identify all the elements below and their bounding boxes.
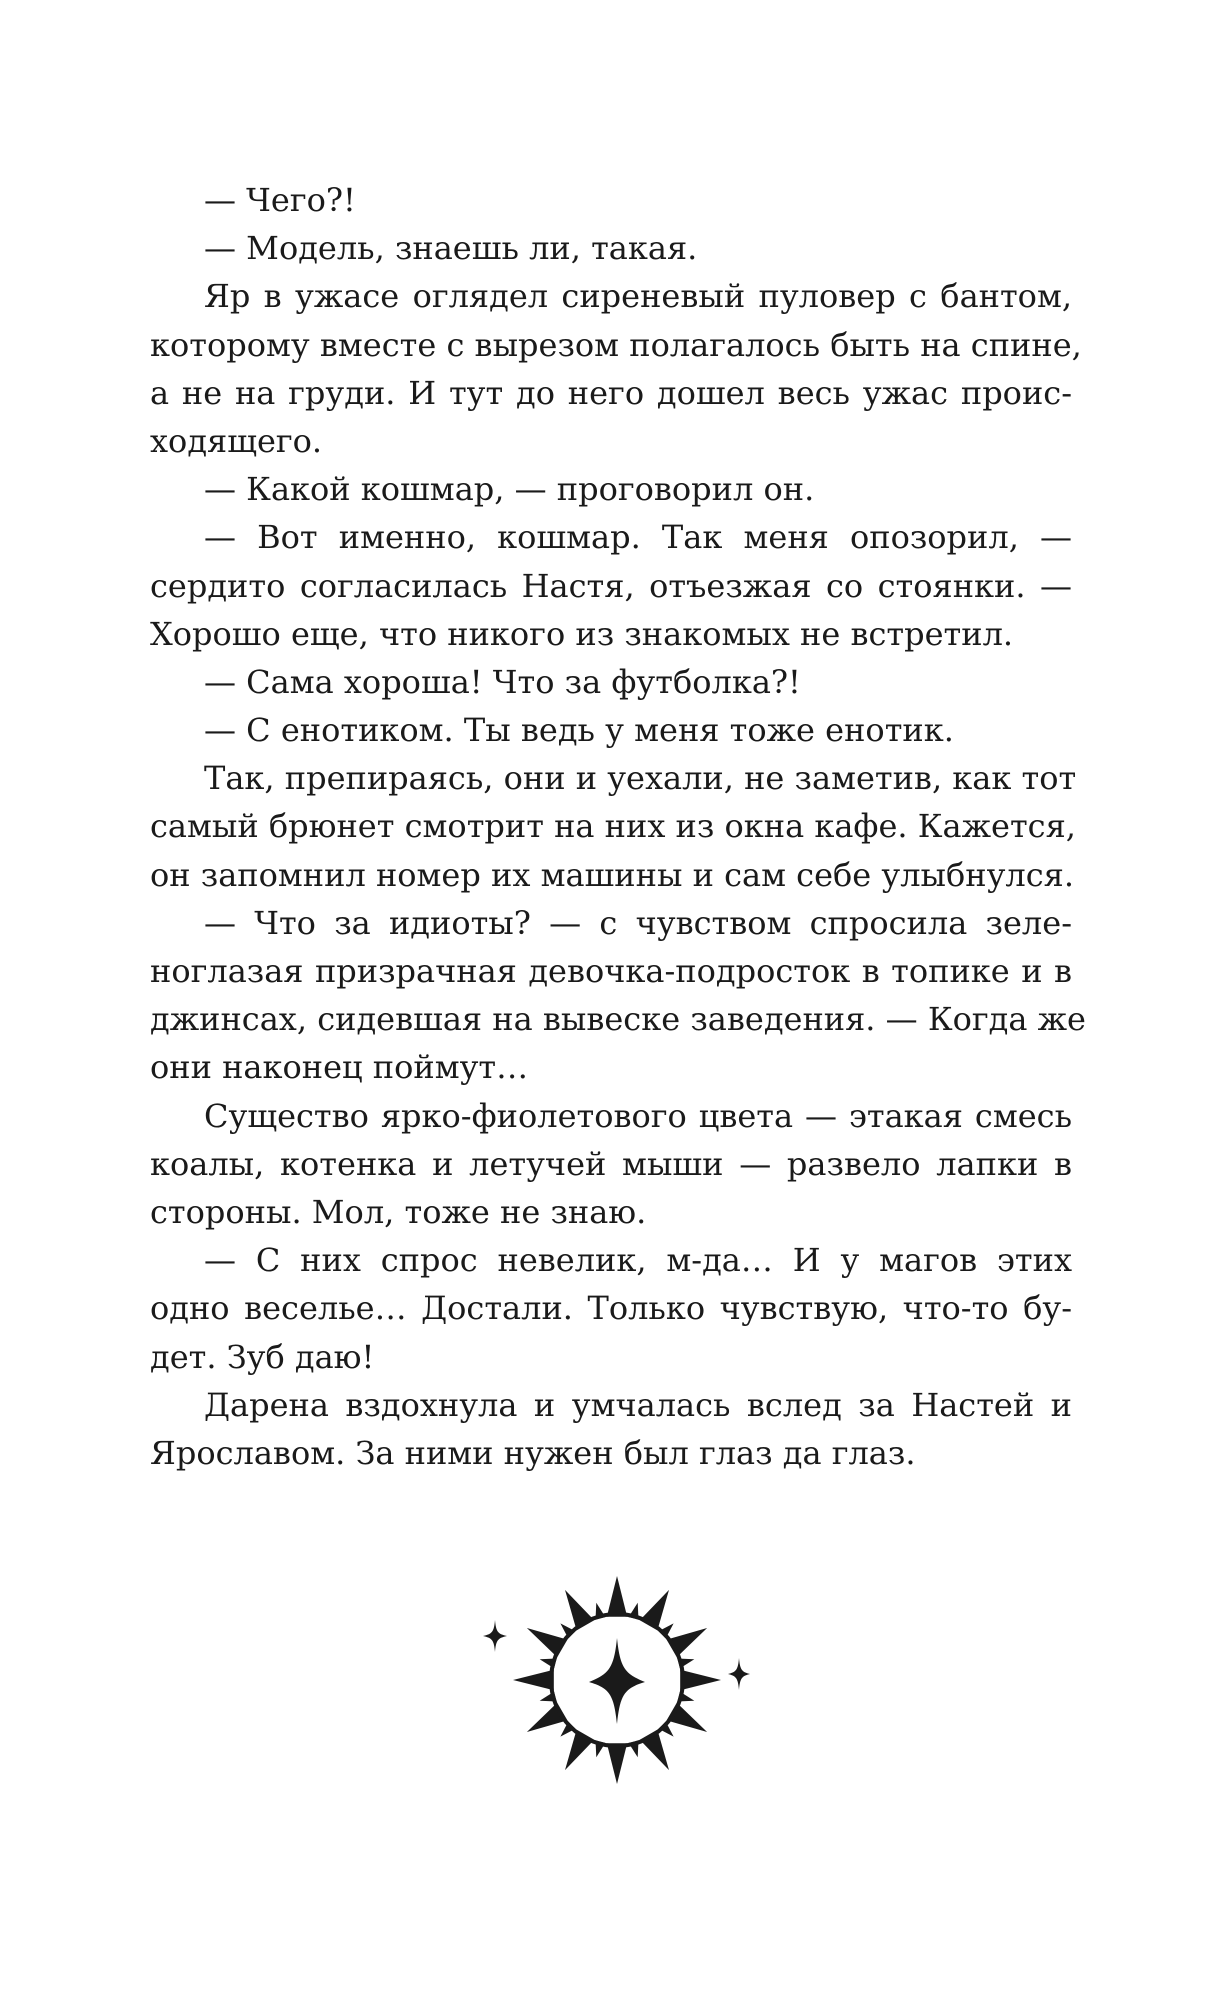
text-line: джинсах, сидевшая на вывеске заведения. — Когда же bbox=[150, 1000, 1086, 1039]
text-line: ходящего. bbox=[150, 421, 323, 460]
text-line: дет. Зуб даю! bbox=[150, 1337, 375, 1376]
text-line: — Какой кошмар, — проговорил он. bbox=[204, 470, 815, 509]
text-line: сердито согласилась Настя, отъезжая со стоянки. — bbox=[150, 566, 1072, 605]
text-line: — Модель, знаешь ли, такая. bbox=[204, 229, 698, 268]
text-line: Существо ярко-фиолетового цвета — этакая смесь bbox=[204, 1096, 1072, 1135]
text-line: стороны. Мол, тоже не знаю. bbox=[150, 1192, 647, 1231]
ornament-ray bbox=[680, 1670, 721, 1690]
text-line: они наконец поймут… bbox=[150, 1048, 529, 1087]
text-line: — С них спрос невелик, м-да… И у магов этих bbox=[204, 1241, 1072, 1280]
sun-star-ornament-icon bbox=[467, 1560, 767, 1790]
text-line: — Что за идиоты? — с чувством спросила зеле- bbox=[204, 903, 1072, 942]
text-line: коалы, котенка и летучей мыши — развело лапки в bbox=[150, 1144, 1072, 1183]
text-line: которому вместе с вырезом полагалось быть на спине, bbox=[150, 325, 1082, 364]
ornament-ray bbox=[607, 1576, 627, 1617]
text-line: он запомнил номер их машины и сам себе улыбнулся. bbox=[150, 855, 1075, 894]
text-line: Так, препираясь, они и уехали, не заметив, как тот bbox=[204, 759, 1077, 798]
ornament-ray bbox=[607, 1743, 627, 1784]
text-line: — Сама хороша! Что за футболка?! bbox=[204, 662, 801, 701]
text-line: а не на груди. И тут до него дошел весь ужас проис- bbox=[150, 373, 1072, 412]
ornament-ray bbox=[513, 1670, 554, 1690]
text-line: — Чего?! bbox=[204, 181, 356, 219]
text-line: самый брюнет смотрит на них из окна кафе. Кажется, bbox=[150, 807, 1076, 846]
text-line: ноглазая призрачная девочка-подросток в топике и в bbox=[150, 952, 1072, 990]
text-line: Дарена вздохнула и умчалась вслед за Настей и bbox=[204, 1385, 1072, 1424]
text-line: — С енотиком. Ты ведь у меня тоже енотик. bbox=[204, 711, 954, 750]
text-line: Яр в ужасе оглядел сиреневый пуловер с бантом, bbox=[204, 277, 1072, 316]
text-line: Ярославом. За ними нужен был глаз да глаз. bbox=[150, 1433, 916, 1472]
text-line: Хорошо еще, что никого из знакомых не встретил. bbox=[150, 614, 1014, 653]
body-text bbox=[150, 176, 1086, 1477]
text-line: — Вот именно, кошмар. Так меня опозорил, — bbox=[204, 518, 1072, 557]
text-line: одно веселье… Достали. Только чувствую, что-то бу- bbox=[150, 1289, 1072, 1328]
